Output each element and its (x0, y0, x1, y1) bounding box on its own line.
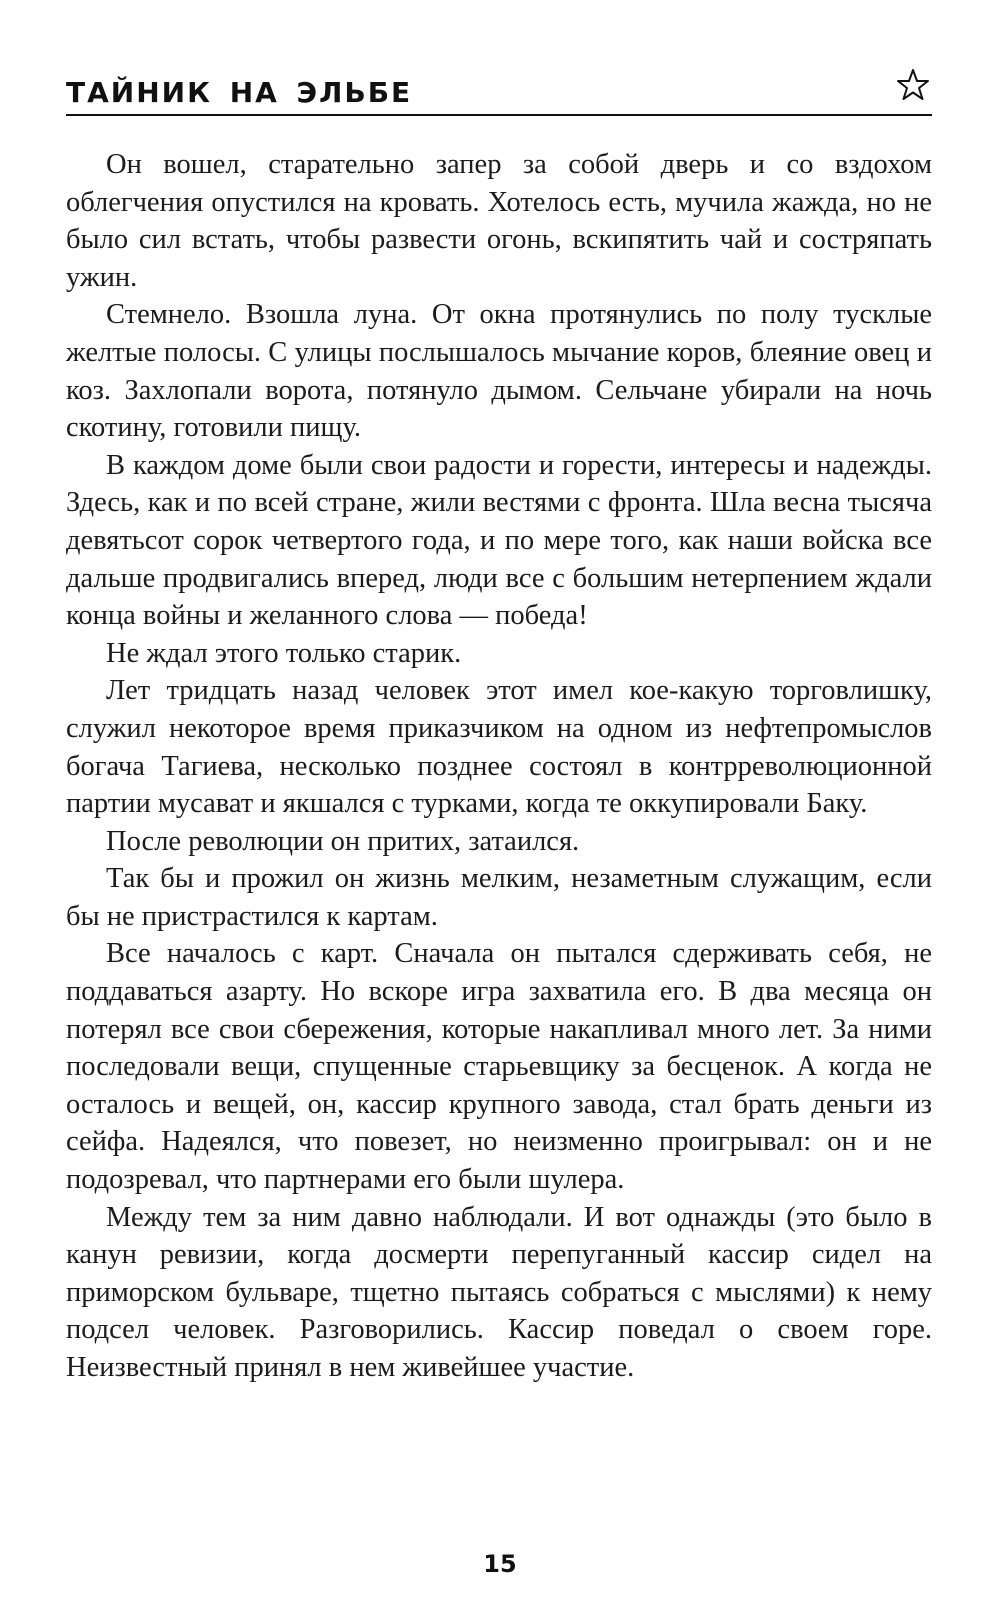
paragraph: Лет тридцать назад человек этот имел кое-какую торговлишку, служил некоторое время приказчиком на одном из нефтепромыслов богача Тагиева, несколько позднее состоял в контрреволюционной партии мусават и якшался с турками, когда те оккупировали Баку. (66, 675, 932, 820)
page-header (66, 72, 932, 116)
header-rule (66, 114, 932, 116)
paragraph: Он вошел, старательно запер за собой дверь и со вздохом облегчения опустился на кровать. Хотелось есть, мучила жажда, но не было сил встать, чтобы развести огонь, вскипятить чай и состряпать ужин. (66, 149, 932, 293)
paragraph: После революции он притих, затаился. (106, 825, 580, 857)
running-title: ТАЙНИК НА ЭЛЬБЕ (66, 76, 413, 109)
paragraph: В каждом доме были свои радости и горести, интересы и надежды. Здесь, как и по всей стране, жили вестями с фронта. Шла весна тысяча девятьсот сорок четвертого года, и по мере того, как наши войска все дальше продвигались вперед, люди все с большим нетерпением ждали конца войны и желанного слова — победа! (66, 449, 932, 632)
paragraph: Не ждал этого только старик. (106, 637, 462, 669)
paragraph: Между тем за ним давно наблюдали. И вот однажды (это было в канун ревизии, когда досмерти перепуганный кассир сидел на приморском бульваре, тщетно пытаясь собраться с мыслями) к нему подсел человек. Разговорились. Кассир поведал о своем горе. Неизвестный принял в нем живейшее участие. (66, 1201, 932, 1383)
page-number: 15 (483, 1550, 517, 1578)
paragraph: Стемнело. Взошла луна. От окна протянулись по полу тусклые желтые полосы. С улицы послышалось мычание коров, блеяние овец и коз. Захлопали ворота, потянуло дымом. Сельчане убирали на ночь скотину, готовили пищу. (66, 299, 932, 444)
star-outline-icon (896, 68, 930, 102)
paragraph: Все началось с карт. Сначала он пытался сдерживать себя, не поддаваться азарту. Но вскоре игра захватила его. В два месяца он потерял все свои сбережения, которые накапливал много лет. За ними последовали вещи, спущенные старьевщику за бесценок. А когда не осталось и вещей, он, кассир крупного завода, стал брать деньги из сейфа. Надеялся, что повезет, но неизменно проигрывал: он и не подозревал, что партнерами его были шулера. (66, 938, 932, 1196)
paragraph: Так бы и прожил он жизнь мелким, незаметным служащим, если бы не пристрастился к картам. (66, 863, 932, 932)
body-text (66, 146, 932, 1387)
